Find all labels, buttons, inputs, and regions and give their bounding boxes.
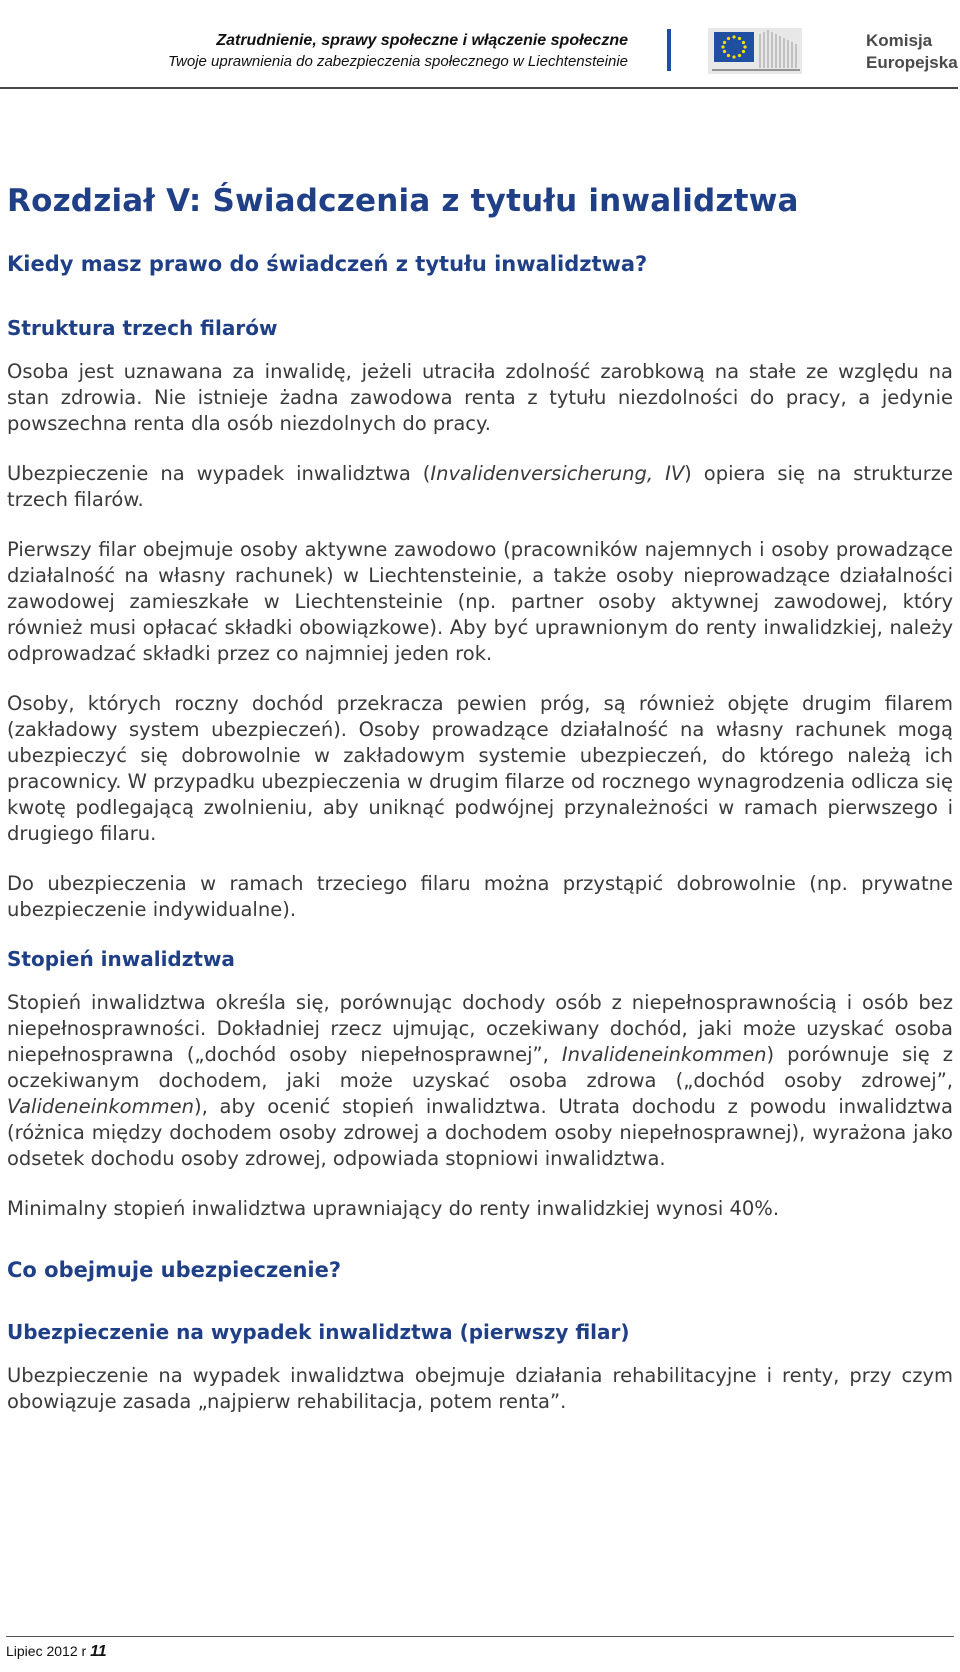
- page-header: [0, 0, 960, 90]
- question-heading-1: Kiedy masz prawo do świadczeń z tytułu inwalidztwa?: [7, 252, 648, 276]
- logo-line2: Europejska: [866, 53, 958, 72]
- text-run: Stopień inwalidztwa określa się, porównując dochody osób z niepełnosprawnością i osób bez niepełnosprawności. Dokładniej rzecz ujmując, oczekiwany dochód, jaki może uzyskać osoba niepełnosprawna („dochód osoby niepełnosprawnej”,: [7, 991, 953, 1066]
- chapter-title: Rozdział V: Świadczenia z tytułu inwalidztwa: [7, 183, 799, 219]
- eu-flag-logo-icon: [708, 28, 802, 74]
- footer-date: Lipiec 2012 r: [6, 1643, 87, 1659]
- text-run: ) opiera się na strukturze trzech filarów.: [7, 462, 954, 511]
- header-subtitle: Twoje uprawnienia do zabezpieczenia społecznego w Liechtensteinie: [167, 53, 628, 70]
- paragraph: Osoba jest uznawana za inwalidę, jeżeli utraciła zdolność zarobkową na stałe ze względu na stan zdrowia. Nie istnieje żadna zawodowa renta z tytułu niezdolności do pracy, a jedynie powszechna renta dla osób niezdolnych do pracy.: [7, 360, 953, 435]
- paragraph: Ubezpieczenie na wypadek inwalidztwa obejmuje działania rehabilitacyjne i renty, przy czym obowiązuje zasada „najpierw rehabilitacja, potem renta”.: [7, 1364, 953, 1413]
- paragraph: [7, 461, 953, 513]
- page-number: 11: [90, 1643, 107, 1660]
- text-run: Ubezpieczenie na wypadek inwalidztwa (: [7, 462, 431, 485]
- section-heading-structure: Struktura trzech filarów: [7, 316, 278, 340]
- paragraph: Pierwszy filar obejmuje osoby aktywne zawodowo (pracowników najemnych i osoby prowadzące działalność na własny rachunek) w Liechtensteinie, a także osoby nieprowadzące działalności zawodowej zamieszkałe w Liechtensteinie (np. partner osoby aktywnej zawodowej, który również musi opłacać składki obowiązkowe). Aby być uprawnionym do renty inwalidzkiej, należy odprowadzać składki przez co najmniej jeden rok.: [7, 538, 953, 665]
- text-run: ) porównuje się z oczekiwanym dochodem, jaki może uzyskać osoba zdrowa („dochód osoby zdrowej”,: [7, 1043, 954, 1092]
- footer-rule: [6, 1636, 954, 1637]
- main-content: [7, 180, 953, 1415]
- header-text: [168, 30, 628, 72]
- question-heading-2: Co obejmuje ubezpieczenie?: [7, 1258, 342, 1282]
- paragraph: Minimalny stopień inwalidztwa uprawniający do renty inwalidzkiej wynosi 40%.: [7, 1197, 780, 1220]
- text-run: ), aby ocenić stopień inwalidztwa. Utrata dochodu z powodu inwalidztwa (różnica między dochodem osoby zdrowej a dochodem osoby niepełnosprawnej), wyrażona jako odsetek dochodu osoby zdrowej, odpowiada stopniowi inwalidztwa.: [7, 1095, 953, 1170]
- italic-term: Invalideneinkommen: [561, 1043, 767, 1066]
- paragraph: Do ubezpieczenia w ramach trzeciego filaru można przystąpić dobrowolnie (np. prywatne ubezpieczenie indywidualne).: [7, 872, 953, 921]
- logo-line1: Komisja: [866, 31, 933, 50]
- italic-term: Invalidenversicherung, IV: [430, 462, 685, 485]
- paragraph: [7, 990, 953, 1172]
- footer-text: [6, 1643, 952, 1661]
- commission-logo-text: [866, 30, 958, 74]
- page-footer: [6, 1636, 952, 1661]
- italic-term: Valideneinkommen: [7, 1095, 194, 1118]
- section-heading-first-pillar: Ubezpieczenie na wypadek inwalidztwa (pierwszy filar): [7, 1320, 630, 1344]
- header-title: Zatrudnienie, sprawy społeczne i włączenie społeczne: [216, 32, 628, 49]
- section-heading-degree: Stopień inwalidztwa: [7, 947, 235, 971]
- header-divider-bar: [667, 29, 671, 71]
- paragraph: Osoby, których roczny dochód przekracza pewien próg, są również objęte drugim filarem (zakładowy system ubezpieczeń). Osoby prowadzące działalność na własny rachunek mogą ubezpieczyć się dobrowolnie w zakładowym systemie ubezpieczeń, do którego należą ich pracownicy. W przypadku ubezpieczenia w drugim filarze od rocznego wynagrodzenia odlicza się kwotę podlegającą zwolnieniu, aby uniknąć podwójnej przynależności w ramach pierwszego i drugiego filaru.: [7, 692, 953, 845]
- header-rule: [0, 87, 958, 89]
